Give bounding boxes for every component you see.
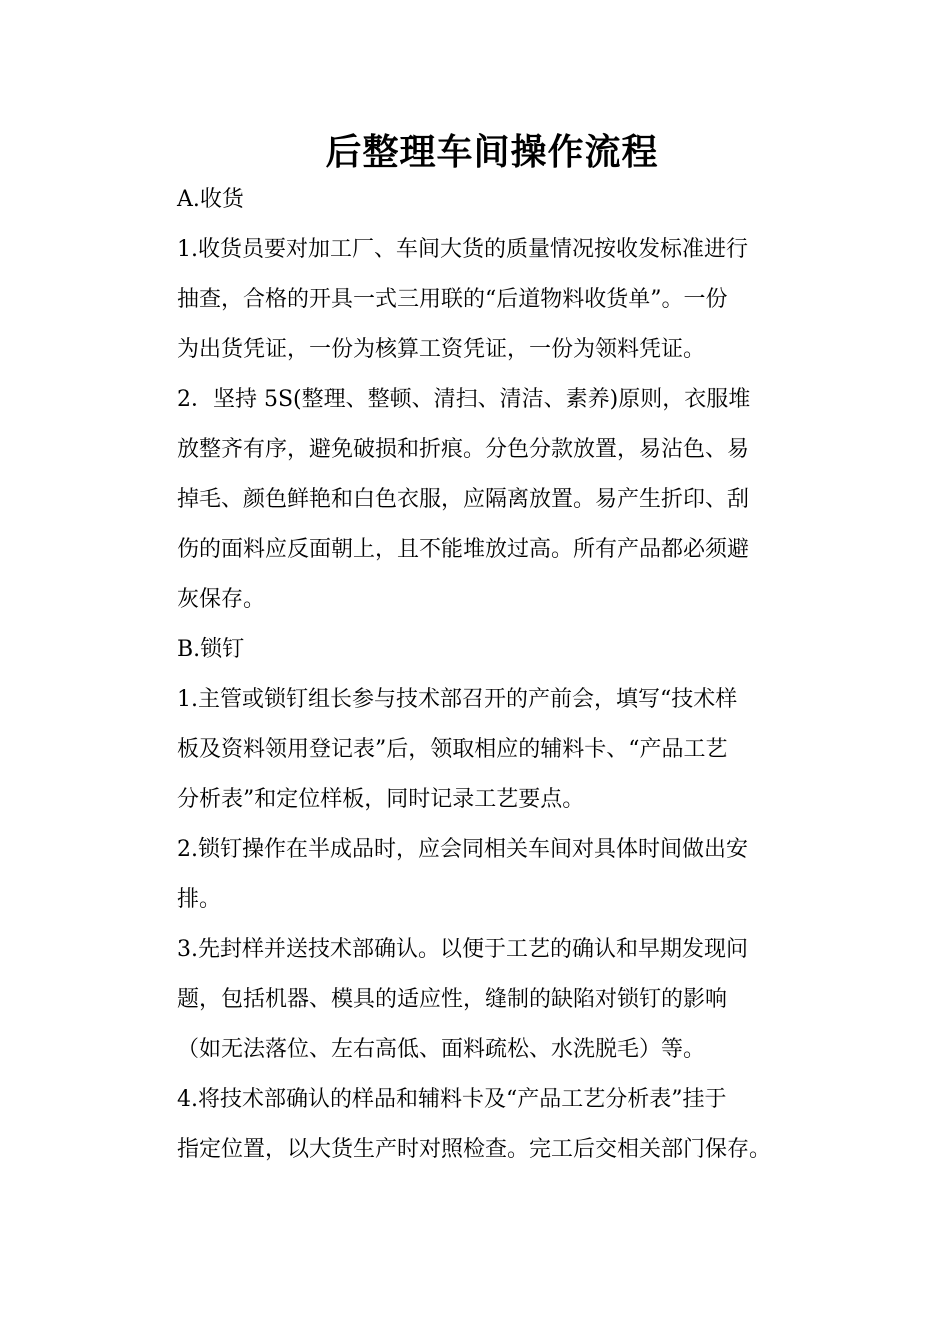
paragraph-line: 题，包括机器、模具的适应性，缝制的缺陷对锁钉的影响: [177, 987, 728, 1012]
paragraph-line: 3.先封样并送技术部确认。以便于工艺的确认和早期发现问: [177, 937, 748, 962]
paragraph-line: 抽查，合格的开具一式三用联的“后道物料收货单”。一份: [177, 287, 728, 312]
paragraph-line: 1.收货员要对加工厂、车间大货的质量情况按收发标准进行: [177, 237, 748, 262]
paragraph-line: 为出货凭证，一份为核算工资凭证，一份为领料凭证。: [177, 337, 706, 362]
paragraph-line: 放整齐有序，避免破损和折痕。分色分款放置，易沾色、易: [177, 437, 750, 462]
section-heading-locking: B.锁钉: [177, 637, 245, 662]
paragraph-line: 2.锁钉操作在半成品时，应会同相关车间对具体时间做出安: [177, 837, 748, 862]
document-body: [177, 175, 837, 1175]
paragraph-line: 4.将技术部确认的样品和辅料卡及“产品工艺分析表”挂于: [177, 1087, 727, 1112]
paragraph-line: 排。: [177, 887, 222, 912]
paragraph-line: 1.主管或锁钉组长参与技术部召开的产前会，填写“技术样: [177, 687, 738, 712]
document-title: 后整理车间操作流程: [325, 131, 659, 173]
paragraph-line: 掉毛、颜色鲜艳和白色衣服，应隔离放置。易产生折印、刮: [177, 487, 750, 512]
paragraph-line: （如无法落位、左右高低、面料疏松、水洗脱毛）等。: [177, 1037, 706, 1062]
paragraph-line: 2．坚持 5S(整理、整顿、清扫、清洁、素养)原则，衣服堆: [177, 387, 751, 412]
paragraph-line: 伤的面料应反面朝上，且不能堆放过高。所有产品都必须避: [177, 537, 750, 562]
paragraph-line: 板及资料领用登记表”后，领取相应的辅料卡、“产品工艺: [177, 737, 728, 762]
paragraph-line: 灰保存。: [177, 587, 266, 612]
section-heading-receiving: A.收货: [177, 187, 244, 212]
paragraph-line: 分析表”和定位样板，同时记录工艺要点。: [177, 787, 585, 812]
paragraph-line: 指定位置，以大货生产时对照检查。完工后交相关部门保存。: [177, 1137, 772, 1162]
